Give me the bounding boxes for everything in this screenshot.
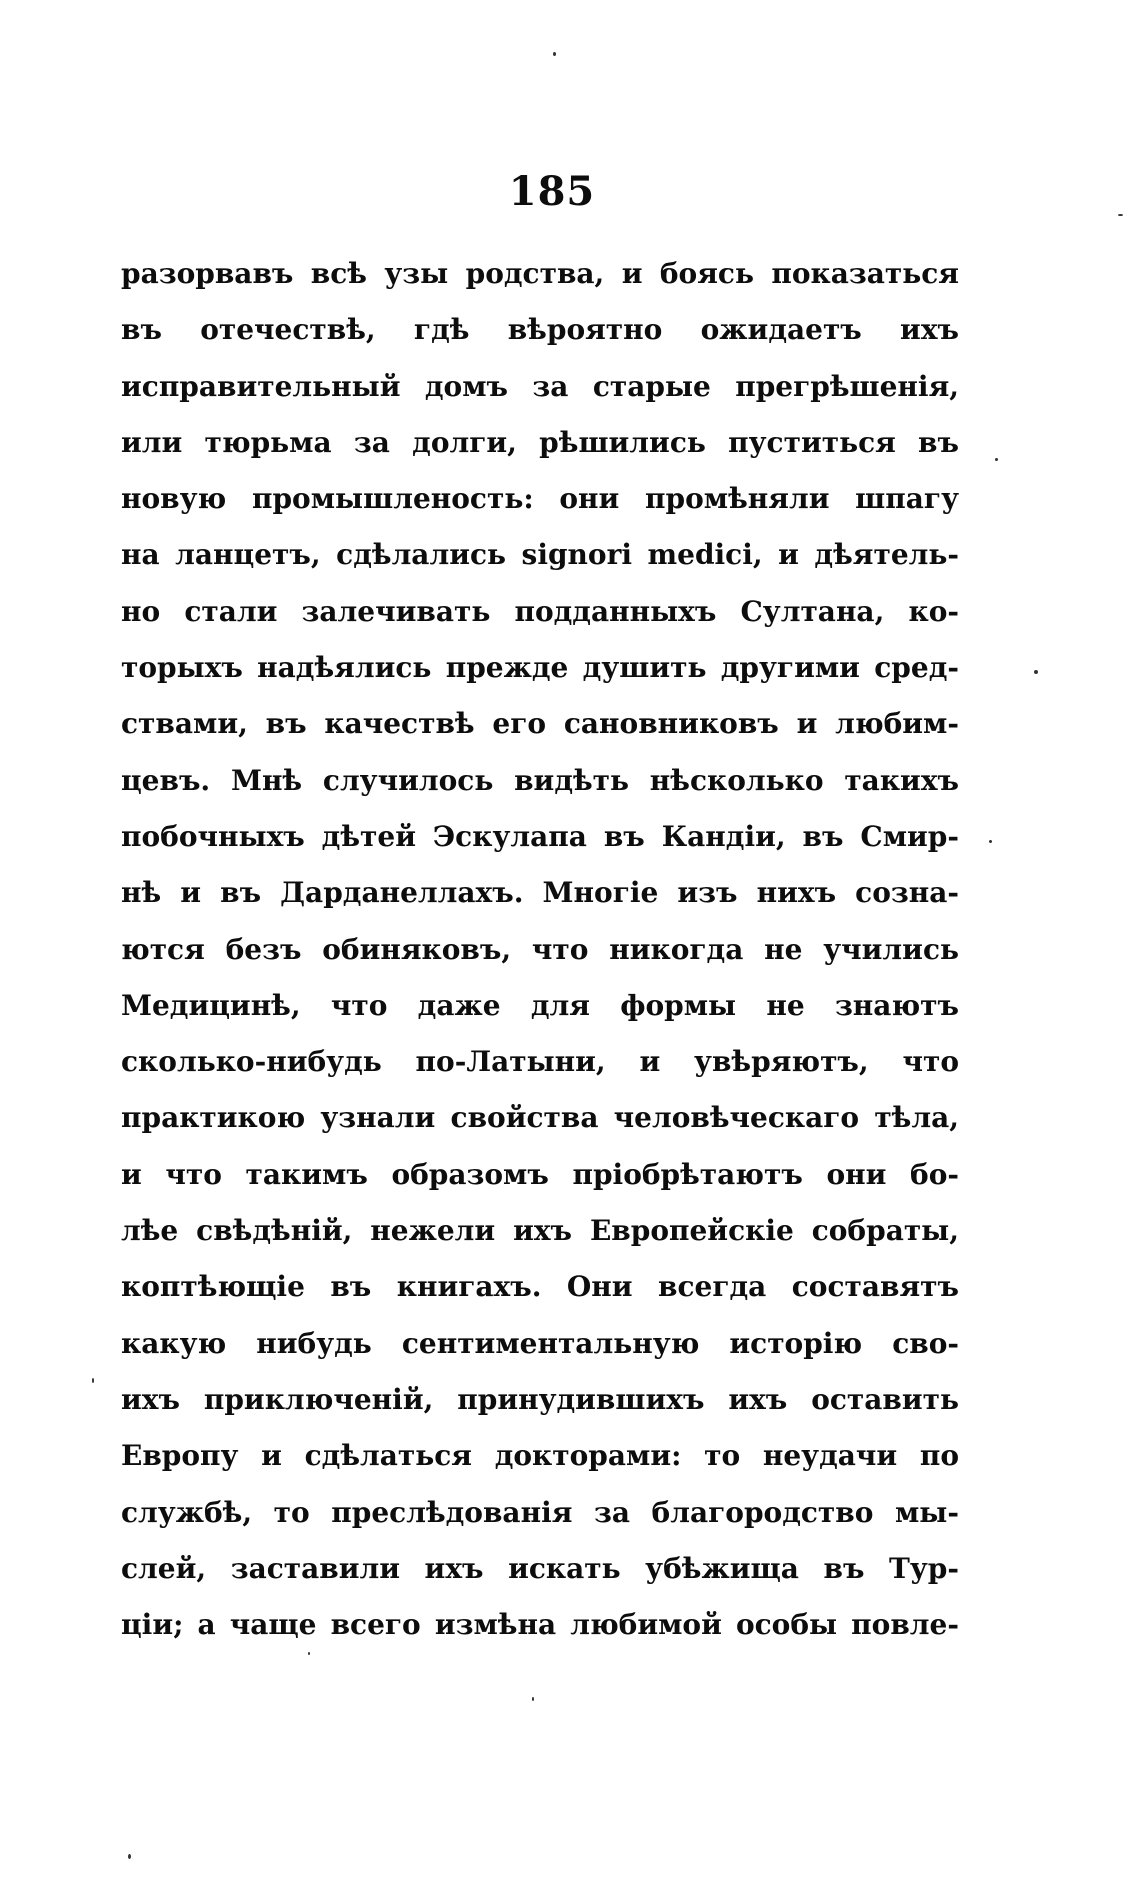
text-line: разорвавъ всѣ узы родства, и боясь показаться bbox=[121, 257, 959, 290]
scan-speck bbox=[128, 1854, 131, 1859]
text-line: Европу и сдѣлаться докторами: то неудачи по bbox=[121, 1439, 959, 1473]
text-line: лѣе свѣдѣній, нежели ихъ Европейскіе собраты, bbox=[121, 1214, 959, 1248]
scan-speck bbox=[532, 1697, 534, 1701]
text-line: какую нибудь сентиментальную исторію сво- bbox=[121, 1326, 959, 1360]
text-line: коптѣющіе въ книгахъ. Они всегда составятъ bbox=[121, 1270, 959, 1304]
text-line: службѣ, то преслѣдованія за благородство мы- bbox=[121, 1495, 959, 1529]
text-line: побочныхъ дѣтей Эскулапа въ Кандіи, въ Смир- bbox=[121, 819, 959, 853]
scan-speck bbox=[1034, 670, 1038, 674]
text-line: въ отечествѣ, гдѣ вѣроятно ожидаетъ ихъ bbox=[121, 313, 959, 347]
scan-speck bbox=[92, 1378, 94, 1383]
scan-speck bbox=[553, 52, 556, 56]
text-line: ціи; а чаще всего измѣна любимой особы повле- bbox=[121, 1608, 959, 1642]
scan-speck bbox=[989, 840, 992, 843]
text-line: цевъ. Мнѣ случилось видѣть нѣсколько такихъ bbox=[121, 763, 959, 797]
scan-speck bbox=[1118, 214, 1123, 216]
text-line: но стали залечивать подданныхъ Султана, ко- bbox=[121, 594, 959, 628]
body-text bbox=[121, 246, 959, 1653]
text-line: торыхъ надѣялись прежде душить другими сред- bbox=[121, 651, 959, 685]
text-line: сколько-нибудь по-Латыни, и увѣряютъ, что bbox=[121, 1045, 959, 1079]
text-line: на ланцетъ, сдѣлались signori medici, и дѣятель- bbox=[121, 538, 959, 572]
text-line: новую промышленость: они промѣняли шпагу bbox=[121, 482, 959, 516]
text-line: слей, заставили ихъ искать убѣжища въ Тур- bbox=[121, 1551, 959, 1585]
text-line: практикою узнали свойства человѣческаго тѣла, bbox=[121, 1101, 959, 1135]
scan-speck bbox=[995, 458, 998, 461]
text-line: исправительный домъ за старые прегрѣшенія, bbox=[121, 369, 959, 403]
scan-speck bbox=[308, 1652, 310, 1655]
text-line: или тюрьма за долги, рѣшились пуститься въ bbox=[121, 425, 959, 459]
text-line: ихъ приключеній, принудившихъ ихъ оставить bbox=[121, 1382, 959, 1416]
text-line: ются безъ обиняковъ, что никогда не учились bbox=[121, 932, 959, 966]
text-line: ствами, въ качествѣ его сановниковъ и любим- bbox=[121, 707, 959, 741]
page-number: 185 bbox=[508, 168, 596, 215]
text-line: Медицинѣ, что даже для формы не знаютъ bbox=[121, 988, 959, 1022]
text-line: и что такимъ образомъ пріобрѣтаютъ они бо- bbox=[121, 1157, 959, 1191]
text-line: нѣ и въ Дарданеллахъ. Многіе изъ нихъ созна- bbox=[121, 876, 959, 910]
